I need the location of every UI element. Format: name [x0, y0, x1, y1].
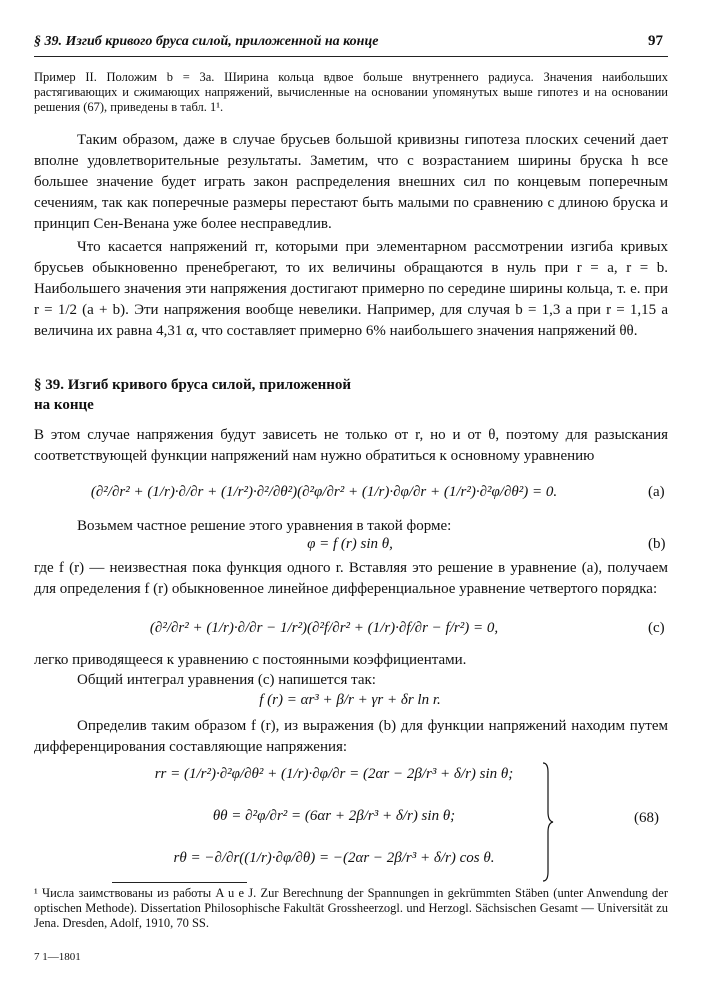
- footnote: ¹ Числа заимствованы из работы A u e J. Zur Berechnung der Spannungen in gekrümmten Stäben (unter Anwendung der optischen Methode). Dissertation Philosophische Fakultät Grossheerzogl. und Herzogl. Sächsischen Gesamt — Universität zu Jena. Dresden, Adolf, 1910, 70 SS.: [34, 886, 668, 930]
- section-paragraph-stresses: Определив таким образом f (r), из выражения (b) для функции напряжений находим путем дифференцирования составляющие напряжения:: [34, 718, 668, 755]
- printer-signature: 7 1—1801: [34, 951, 81, 963]
- equation-a: (∂²/∂r² + (1/r)·∂/∂r + (1/r²)·∂²/∂θ²)(∂²φ/∂r² + (1/r)·∂φ/∂r + (1/r²)·∂²φ/∂θ²) = 0.: [90, 484, 558, 500]
- equation-stress-rt: rθ = −∂/∂r((1/r)·∂φ/∂θ) = −(2αr − 2β/r³ + δ/r) cos θ.: [173, 850, 495, 866]
- equation-label-68: (68): [634, 810, 659, 826]
- page-number: 97: [648, 33, 663, 49]
- section-paragraph-general: Общий интеграл уравнения (c) напишется так:: [77, 672, 376, 688]
- equation-stress-tt: θθ = ∂²φ/∂r² = (6αr + 2β/r³ + δ/r) sin θ;: [212, 808, 456, 824]
- equation-label-a: (a): [648, 484, 665, 500]
- paragraph-radial-stresses: Что касается напряжений rr, которыми при элементарном рассмотрении изгиба кривых брусьев обыкновенно пренебрегают, то их величины обращаются в нуль при r = a, r = b. Наибольшего значения эти напряжения достигают примерно по середине ширины кольца, т. е. при r = 1/2 (a + b). Эти напряжения вообще невелики. Например, для случая b = 1,3 a при r = 1,15 a величина их равна 4,31 α, что составляет примерно 6% наибольшего значения напряжений θθ.: [34, 239, 668, 339]
- footnote-rule: [112, 882, 247, 883]
- section-title: [34, 375, 454, 415]
- equation-label-c: (c): [648, 620, 665, 636]
- section-paragraph-function: где f (r) — неизвестная пока функция одного r. Вставляя это решение в уравнение (a), получаем для определения f (r) обыкновенное линейное дифференциальное уравнение четвертого порядка:: [34, 560, 668, 597]
- equation-c: (∂²/∂r² + (1/r)·∂/∂r − 1/r²)(∂²f/∂r² + (1/r)·∂f/∂r − f/r²) = 0,: [149, 620, 499, 636]
- running-title: § 39. Изгиб кривого бруса силой, приложенной на конце: [34, 34, 379, 49]
- paragraph-plane-sections: Таким образом, даже в случае брусьев большой кривизны гипотеза плоских сечений дает вполне удовлетворительные результаты. Заметим, что с возрастанием ширины бруска h все большее значение будет играть закон распределения внешних сил по концевым поперечным сечениям, так как поперечные размеры перестают быть малыми по сравнению с длиною бруска и принцип Сен-Венана уже более несправедлив.: [34, 132, 668, 232]
- section-title-line-2: на конце: [34, 397, 94, 413]
- header-rule: [34, 56, 668, 57]
- section-paragraph-intro: В этом случае напряжения будут зависеть не только от r, но и от θ, поэтому для разыскания соответствующей функции напряжений нам нужно обратиться к основному уравнению: [34, 427, 668, 464]
- section-paragraph-constant: легко приводящееся к уравнению с постоянными коэффициентами.: [34, 652, 467, 668]
- right-brace-icon: [542, 762, 554, 882]
- equation-b: φ = f (r) sin θ,: [307, 536, 393, 552]
- equation-label-b: (b): [648, 536, 666, 552]
- equation-stress-rr: rr = (1/r²)·∂²φ/∂θ² + (1/r)·∂φ/∂r = (2αr − 2β/r³ + δ/r) sin θ;: [154, 766, 514, 782]
- section-paragraph-particular: Возьмем частное решение этого уравнения в такой форме:: [77, 518, 452, 534]
- equation-general-integral: f (r) = αr³ + β/r + γr + δr ln r.: [259, 692, 441, 708]
- example-paragraph: Пример II. Положим b = 3a. Ширина кольца вдвое больше внутреннего радиуса. Значения наибольших растягивающих и сжимающих напряжений, вычисленные на основании упомянутых выше гипотез и на основании решения (67), приведены в табл. 1¹.: [34, 70, 668, 114]
- section-title-line-1: § 39. Изгиб кривого бруса силой, приложенной: [34, 377, 352, 393]
